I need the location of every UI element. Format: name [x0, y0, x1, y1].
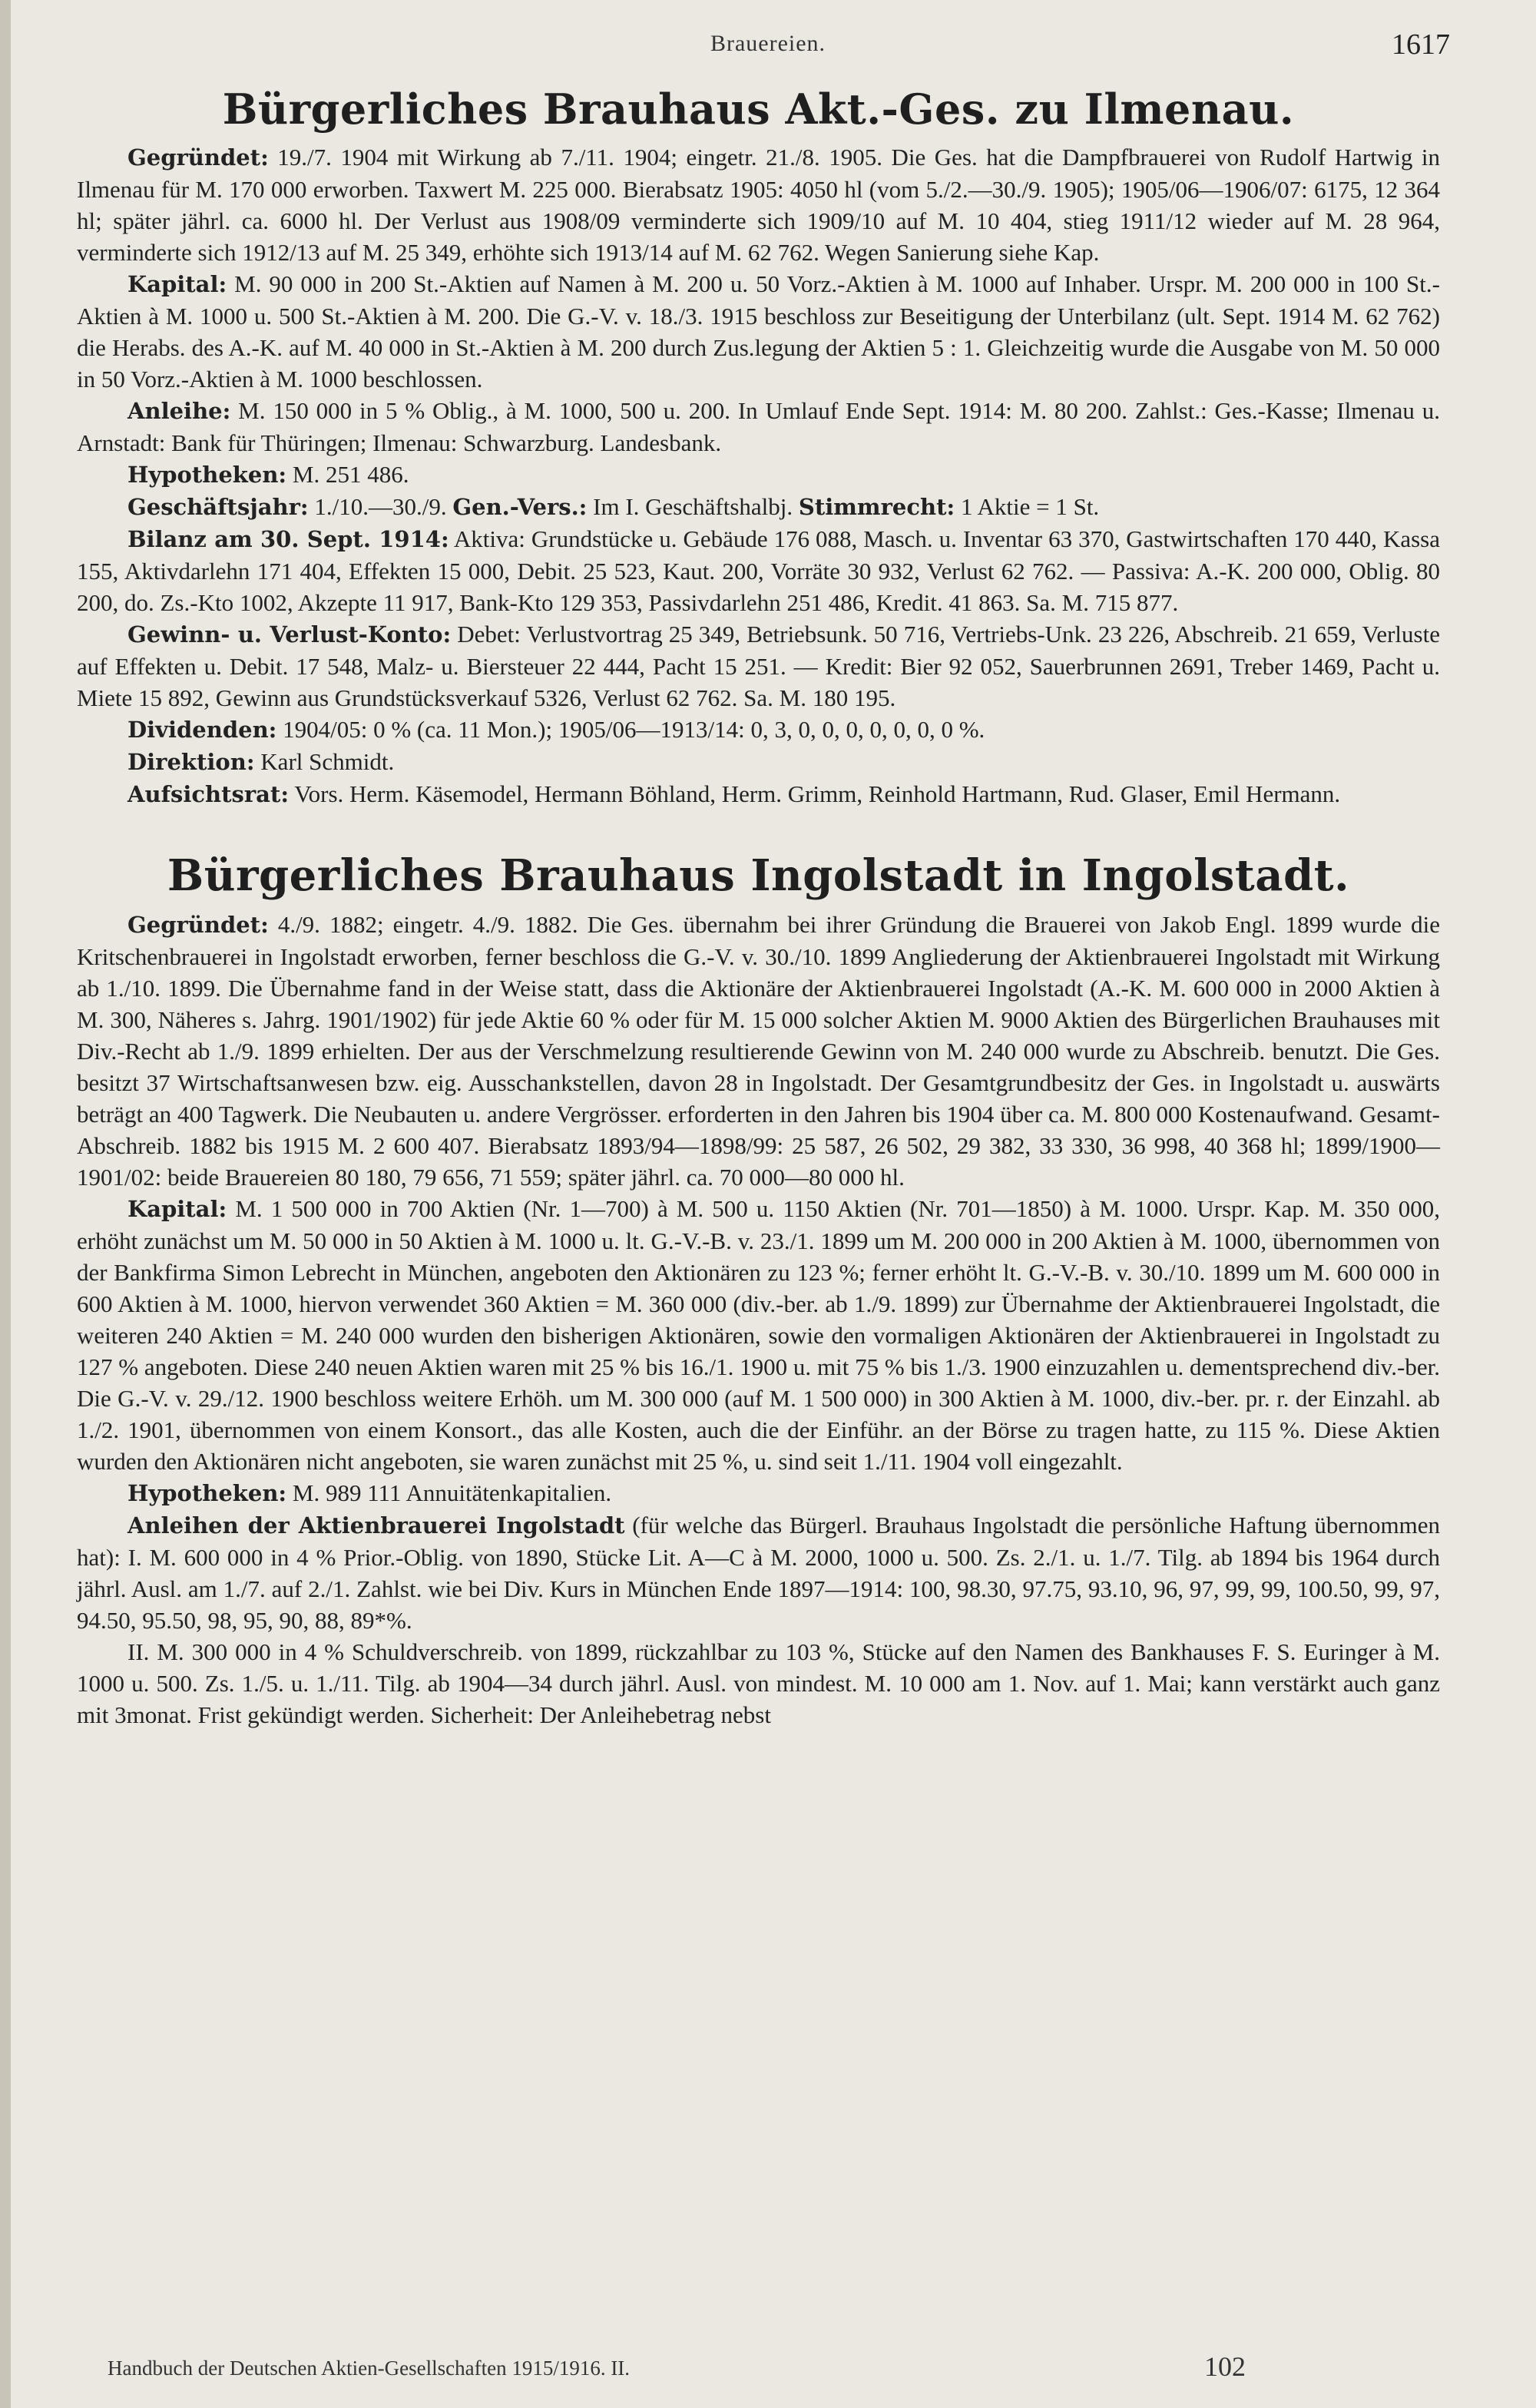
label-direktion: Direktion:	[127, 749, 255, 775]
text-aufsichtsrat: Vors. Herm. Käsemodel, Hermann Böhland, Herm. Grimm, Reinhold Hartmann, Rud. Glaser, Emil Hermann.	[289, 780, 1341, 807]
label-gegruendet: Gegründet:	[127, 144, 269, 171]
label-aufsichtsrat: Aufsichtsrat:	[127, 781, 290, 807]
paragraph-direktion	[77, 746, 1440, 778]
label-gen-vers: Gen.-Vers.:	[452, 494, 588, 520]
text-gegruendet-2: 4./9. 1882; eingetr. 4./9. 1882. Die Ges. übernahm bei ihrer Gründung die Brauerei von Jakob Engl. 1899 wurde die Kritschenbrauerei in Ingolstadt erworben, ferner beschloss die G.-V. v. 30./10. 1899 Angliederung der Aktienbrauerei Ingolstadt mit Wirkung ab 1./10. 1899. Die Übernahme fand in der Weise statt, dass die Aktionäre der Aktienbrauerei Ingolstadt (A.-K. M. 600 000 in 2000 Aktien à M. 300, Näheres s. Jahrg. 1901/1902) für jede Aktie 60 % oder für M. 15 000 solcher Aktien M. 9000 Aktien des Bürgerlichen Brauhauses mit Div.-Recht ab 1./9. 1899 erhielten. Der aus der Verschmelzung resultierende Gewinn von M. 240 000 wurde zu Abschreib. benutzt. Die Ges. besitzt 37 Wirtschaftsanwesen bzw. eig. Ausschankstellen, davon 28 in Ingolstadt. Der Gesamtgrundbesitz der Ges. in Ingolstadt u. auswärts beträgt an 400 Tagwerk. Die Neubauten u. andere Vergrösser. erforderten in den Jahren bis 1904 über ca. M. 800 000 Kostenaufwand. Gesamt-Abschreib. 1882 bis 1915 M. 2 600 407. Bierabsatz 1893/94—1898/99: 25 587, 26 502, 29 382, 33 330, 36 998, 40 368 hl; 1899/1900—1901/02: beide Brauereien 80 180, 79 656, 71 559; später jährl. ca. 70 000—80 000 hl.	[77, 911, 1440, 1191]
page-footer	[108, 2350, 1444, 2384]
paragraph-geschaeftsjahr	[77, 491, 1440, 523]
text-hypotheken: M. 251 486.	[286, 461, 409, 488]
running-title: Brauereien.	[710, 31, 826, 56]
text-anleihen: (für welche das Bürgerl. Brauhaus Ingolstadt die persönliche Haftung übernommen hat): I. M. 600 000 in 4 % Prior.-Oblig. von 1890, Stücke Lit. A—C à M. 2000, 1000 u. 500. Zs. 2./1. u. 1./7. Tilg. ab 1894 bis 1964 durch jährl. Ausl. am 1./7. auf 2./1. Zahlst. wie bei Div. Kurs in München Ende 1897—1914: 100, 98.30, 97.75, 93.10, 96, 97, 99, 99, 100.50, 99, 97, 94.50, 95.50, 98, 95, 90, 88, 89*%.	[77, 1512, 1441, 1634]
label-anleihen: Anleihen der Aktienbrauerei Ingolstadt	[127, 1512, 625, 1539]
text-anleihe-ii: II. M. 300 000 in 4 % Schuldverschreib. von 1899, rückzahlbar zu 103 %, Stücke auf den Namen des Bankhauses F. S. Euringer à M. 1000 u. 500. Zs. 1./5. u. 1./11. Tilg. ab 1904—34 durch jährl. Ausl. von mindest. M. 10 000 am 1. Nov. auf 1. Mai; kann verstärkt auch ganz mit 3monat. Frist gekündigt werden. Sicherheit: Der Anleihebetrag nebst	[77, 1638, 1440, 1728]
paragraph-gewinn-verlust	[77, 618, 1440, 714]
paragraph-hypotheken-2	[77, 1477, 1440, 1509]
footer-title: Handbuch der Deutschen Aktien-Gesellschaften 1915/1916. II.	[108, 2357, 631, 2380]
text-geschaeftsjahr: 1./10.—30./9.	[308, 493, 453, 520]
label-kapital: Kapital:	[127, 271, 227, 297]
label-anleihe: Anleihe:	[127, 398, 231, 424]
text-gewinn-verlust: Debet: Verlustvortrag 25 349, Betriebsunk. 50 716, Vertriebs-Unk. 23 226, Abschreib. 21 659, Verluste auf Effekten u. Debit. 17 548, Malz- u. Biersteuer 22 444, Pacht 15 251. — Kredit: Bier 92 052, Sauerbrunnen 2691, Treber 1469, Pacht u. Miete 15 892, Gewinn aus Grundstücksverkauf 5326, Verlust 62 762. Sa. M. 180 195.	[77, 621, 1440, 711]
text-direktion: Karl Schmidt.	[254, 748, 395, 775]
label-kapital-2: Kapital:	[127, 1196, 227, 1222]
paragraph-anleihen	[77, 1509, 1440, 1636]
paragraph-bilanz	[77, 523, 1440, 618]
label-hypotheken-2: Hypotheken:	[127, 1480, 287, 1506]
label-dividenden: Dividenden:	[127, 717, 277, 743]
paragraph-kapital	[77, 268, 1440, 395]
paragraph-anleihe-ii	[77, 1636, 1440, 1731]
footer-signature: 102	[1204, 2351, 1246, 2382]
paragraph-gegruendet-2	[77, 909, 1440, 1193]
text-kapital-2: M. 1 500 000 in 700 Aktien (Nr. 1—700) à M. 500 u. 1150 Aktien (Nr. 701—1850) à M. 1000. Urspr. Kap. M. 350 000, erhöht zunächst um M. 50 000 in 50 Aktien à M. 1000 u. lt. G.-V.-B. v. 23./1. 1899 um M. 200 000 in 200 Aktien à M. 1000, übernommen von der Bankfirma Simon Lebrecht in München, angeboten den Aktionären zu 123 %; ferner erhöht lt. G.-V.-B. v. 30./10. 1899 um M. 600 000 in 600 Aktien à M. 1000, hiervon verwendet 360 Aktien = M. 360 000 (div.-ber. ab 1./9. 1899) zur Übernahme der Aktienbrauerei Ingolstadt, die weiteren 240 Aktien = M. 240 000 wurden den bisherigen Aktionären, sowie den vormaligen Aktionären der Aktienbrauerei in Ingolstadt zu 127 % angeboten. Diese 240 neuen Aktien waren mit 25 % bis 16./1. 1900 u. mit 75 % bis 1./3. 1900 einzuzahlen u. dementsprechend div.-ber. Die G.-V. v. 29./12. 1900 beschloss weitere Erhöh. um M. 300 000 (auf M. 1 500 000) in 300 Aktien à M. 1000, div.-ber. pr. r. der Einzahl. ab 1./2. 1901, übernommen von einem Konsort., das alle Kosten, auch die der Einführ. an der Börse zu tragen hatte, zu 115 %. Diese Aktien wurden den Aktionären nicht angeboten, sie waren zunächst mit 25 %, u. sind seit 1./11. 1904 voll eingezahlt.	[77, 1195, 1440, 1475]
label-bilanz: Bilanz am 30. Sept. 1914:	[127, 526, 449, 552]
label-gegruendet-2: Gegründet:	[127, 912, 269, 938]
text-hypotheken-2: M. 989 111 Annuitätenkapitalien.	[286, 1479, 612, 1506]
text-anleihe: M. 150 000 in 5 % Oblig., à M. 1000, 500 u. 200. In Umlauf Ende Sept. 1914: M. 80 200. Zahlst.: Ges.-Kasse; Ilmenau u. Arnstadt: Bank für Thüringen; Ilmenau: Schwarzburg. Landesbank.	[77, 397, 1440, 456]
paragraph-dividenden	[77, 714, 1440, 746]
label-gewinn-verlust: Gewinn- u. Verlust-Konto:	[127, 621, 452, 648]
section-title-ilmenau: Bürgerliches Brauhaus Akt.-Ges. zu Ilmenau.	[222, 84, 1295, 134]
paragraph-gegruendet	[77, 141, 1440, 268]
page-edge	[0, 0, 11, 2408]
text-bilanz: Aktiva: Grundstücke u. Gebäude 176 088, Masch. u. Inventar 63 370, Gastwirtschaften 170 440, Kassa 155, Aktivdarlehn 171 404, Effekten 15 000, Debit. 25 523, Kaut. 200, Vorräte 30 932, Verlust 62 762. — Passiva: A.-K. 200 000, Oblig. 80 200, do. Zs.-Kto 1002, Akzepte 11 917, Bank-Kto 129 353, Passivdarlehn 251 486, Kredit. 41 863. Sa. M. 715 877.	[77, 525, 1441, 616]
section-title-ingolstadt: Bürgerliches Brauhaus Ingolstadt in Ingolstadt.	[167, 850, 1350, 901]
paragraph-kapital-2	[77, 1193, 1440, 1477]
label-hypotheken: Hypotheken:	[127, 462, 287, 488]
paragraph-hypotheken	[77, 459, 1440, 491]
page-number: 1617	[1392, 28, 1450, 61]
page-content	[77, 84, 1440, 1731]
label-stimmrecht: Stimmrecht:	[798, 494, 955, 520]
text-kapital: M. 90 000 in 200 St.-Aktien auf Namen à M. 200 u. 50 Vorz.-Aktien à M. 1000 auf Inhaber. Urspr. M. 200 000 in 100 St.-Aktien à M. 1000 u. 500 St.-Aktien à M. 200. Die G.-V. v. 18./3. 1915 beschloss zur Beseitigung der Unterbilanz (ult. Sept. 1914 M. 62 762) die Herabs. des A.-K. auf M. 40 000 in St.-Aktien à M. 200 durch Zus.legung der Aktien 5 : 1. Gleichzeitig wurde die Ausgabe von M. 50 000 in 50 Vorz.-Aktien à M. 1000 beschlossen.	[77, 270, 1440, 393]
text-gegruendet: 19./7. 1904 mit Wirkung ab 7./11. 1904; eingetr. 21./8. 1905. Die Ges. hat die Dampfbrauerei von Rudolf Hartwig in Ilmenau für M. 170 000 erworben. Taxwert M. 225 000. Bierabsatz 1905: 4050 hl (vom 5./2.—30./9. 1905); 1905/06—1906/07: 6175, 12 364 hl; später jährl. ca. 6000 hl. Der Verlust aus 1908/09 verminderte sich 1909/10 auf M. 10 404, stieg 1911/12 wieder auf M. 28 964, verminderte sich 1912/13 auf M. 25 349, erhöhte sich 1913/14 auf M. 62 762. Wegen Sanierung siehe Kap.	[77, 144, 1440, 266]
text-gen-vers: Im I. Geschäftshalbj.	[587, 493, 799, 520]
text-dividenden: 1904/05: 0 % (ca. 11 Mon.); 1905/06—1913/14: 0, 3, 0, 0, 0, 0, 0, 0, 0 %.	[276, 716, 985, 743]
paragraph-aufsichtsrat	[77, 778, 1440, 810]
text-stimmrecht: 1 Aktie = 1 St.	[955, 493, 1100, 520]
running-header	[0, 28, 1536, 65]
paragraph-anleihe	[77, 395, 1440, 459]
label-geschaeftsjahr: Geschäftsjahr:	[127, 494, 309, 520]
